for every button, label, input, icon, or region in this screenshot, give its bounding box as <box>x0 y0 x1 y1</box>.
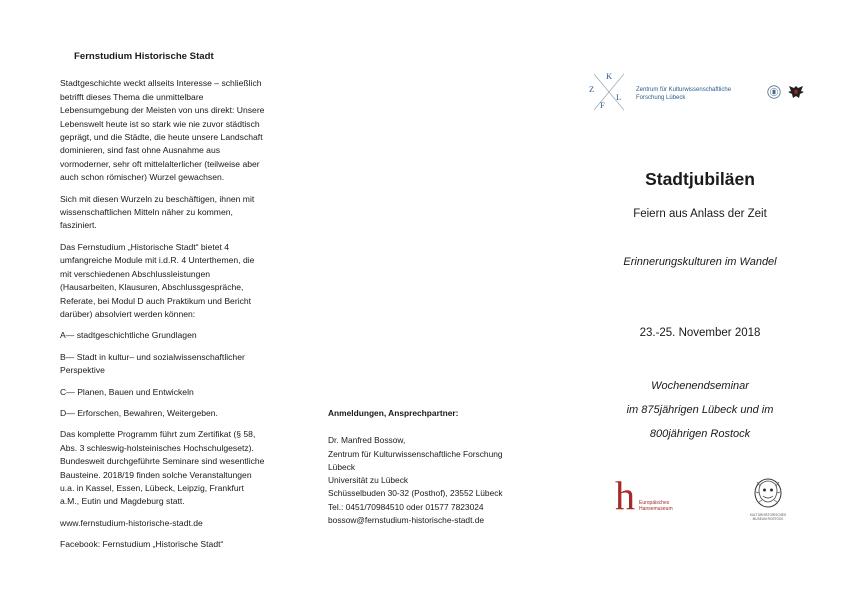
seminar-line1: Wochenendseminar <box>651 380 749 392</box>
left-column <box>60 50 265 560</box>
rostock-museum-name-line1: KULTURHISTORISCHES <box>749 513 787 517</box>
contact-address: Schüsselbuden 30-32 (Posthof), 23552 Lübeck <box>328 488 503 499</box>
contact-block <box>328 407 538 527</box>
event-theme: Erinnerungskulturen im Wandel <box>623 256 777 268</box>
seminar-line3: 800jährigen Rostock <box>649 428 751 440</box>
rostock-museum-name-line2: MUSEUM ROSTOCK <box>752 516 784 521</box>
hansemuseum-letter: h <box>615 473 635 518</box>
website-link[interactable]: www.fernstudium-historische-stadt.de <box>60 517 203 528</box>
zkfl-name-line1: Zentrum für Kulturwissenschaftliche <box>636 87 732 93</box>
event-title: Stadtjubiläen <box>645 169 755 189</box>
rostock-museum-name <box>744 514 792 522</box>
module-c: C— Planen, Bauen und Entwickeln <box>60 386 194 397</box>
roots-paragraph: Sich mit diesen Wurzeln zu beschäftigen, ihnen mit wissenschaftlichen Mitteln näher zu kommen, fasziniert. <box>60 193 255 231</box>
zkfl-logo <box>588 72 632 112</box>
contact-heading: Anmeldungen, Ansprechpartner: <box>328 408 459 418</box>
seminar-line2: im 875jährigen Lübeck und im <box>626 404 774 416</box>
university-seal-icon <box>767 85 781 99</box>
rostock-crest-icon <box>751 476 785 514</box>
contact-city: Lübeck <box>328 461 356 472</box>
hansemuseum-name-line2: Hansemuseum <box>639 506 673 512</box>
zkfl-name-line2: Forschung Lübeck <box>636 94 686 101</box>
program-title: Fernstudium Historische Stadt <box>74 51 214 62</box>
zkfl-letter-k: K <box>606 71 613 81</box>
zkfl-name <box>636 87 731 102</box>
module-b: B— Stadt in kultur– und sozialwissenschaftlicher Perspektive <box>60 351 245 376</box>
eagle-coat-of-arms-icon <box>787 84 805 100</box>
hansemuseum-name-line1: Europäisches <box>639 500 670 506</box>
intro-paragraph: Stadtgeschichte weckt allseits Interesse – schließlich betrifft dieses Thema die unmittelbare Lebensumgebung der Meisten von uns direkt: Unsere Lebenswelt heute ist so stark wie nie zuvor städtisch geprägt, und die Städte, die heute unsere Landschaft dominieren, sind fast ohne Ausnahme aus vormoderner, sehr oft mittelalterlicher (teilweise aber auch schon römischer) Wurzel gewachsen. <box>60 78 265 183</box>
certificate-paragraph: Das komplette Programm führt zum Zertifikat (§ 58, Abs. 3 schleswig-holsteinisches Hochschulgesetz). Bundesweit durchgeführte Seminare sind wesentliche Bausteine. 2018/19 finden solche Veranstaltungen u.a. in Kassel, Essen, Lübeck, Leipzig, Frankfurt a.M., Eutin und Magdeburg statt. <box>60 429 265 507</box>
zkfl-letter-f: F <box>600 100 605 110</box>
hansemuseum-name <box>639 500 673 512</box>
zkfl-letter-l: L <box>616 92 622 102</box>
module-a: A— stadtgeschichtliche Grundlagen <box>60 330 197 341</box>
hansemuseum-logo <box>615 473 675 518</box>
zkfl-letter-z: Z <box>589 84 595 94</box>
event-subtitle: Feiern aus Anlass der Zeit <box>633 208 767 220</box>
contact-university: Universität zu Lübeck <box>328 475 409 486</box>
contact-institute: Zentrum für Kulturwissenschaftliche Forschung <box>328 448 503 459</box>
event-date: 23.-25. November 2018 <box>639 327 761 339</box>
contact-phone: Tel.: 0451/70984510 oder 01577 7823024 <box>328 501 484 512</box>
contact-email[interactable]: bossow@fernstudium-historische-stadt.de <box>328 515 485 526</box>
seminar-info <box>600 374 800 446</box>
facebook-link[interactable]: Facebook: Fernstudium „Historische Stadt“ <box>60 539 224 550</box>
rostock-museum-logo <box>744 476 792 526</box>
modules-paragraph: Das Fernstudium „Historische Stadt“ bietet 4 umfangreiche Module mit i.d.R. 4 Unterthemen, die mit verschiedenen Abschlussleistungen (Hausarbeiten, Klausuren, Abschlussgespräche, Referate, bei Modul D auch Praktikum und Bericht darüber) absolviert werden können: <box>60 241 255 319</box>
module-d: D— Erforschen, Bewahren, Weitergeben. <box>60 407 218 418</box>
contact-person: Dr. Manfred Bossow, <box>328 435 406 446</box>
